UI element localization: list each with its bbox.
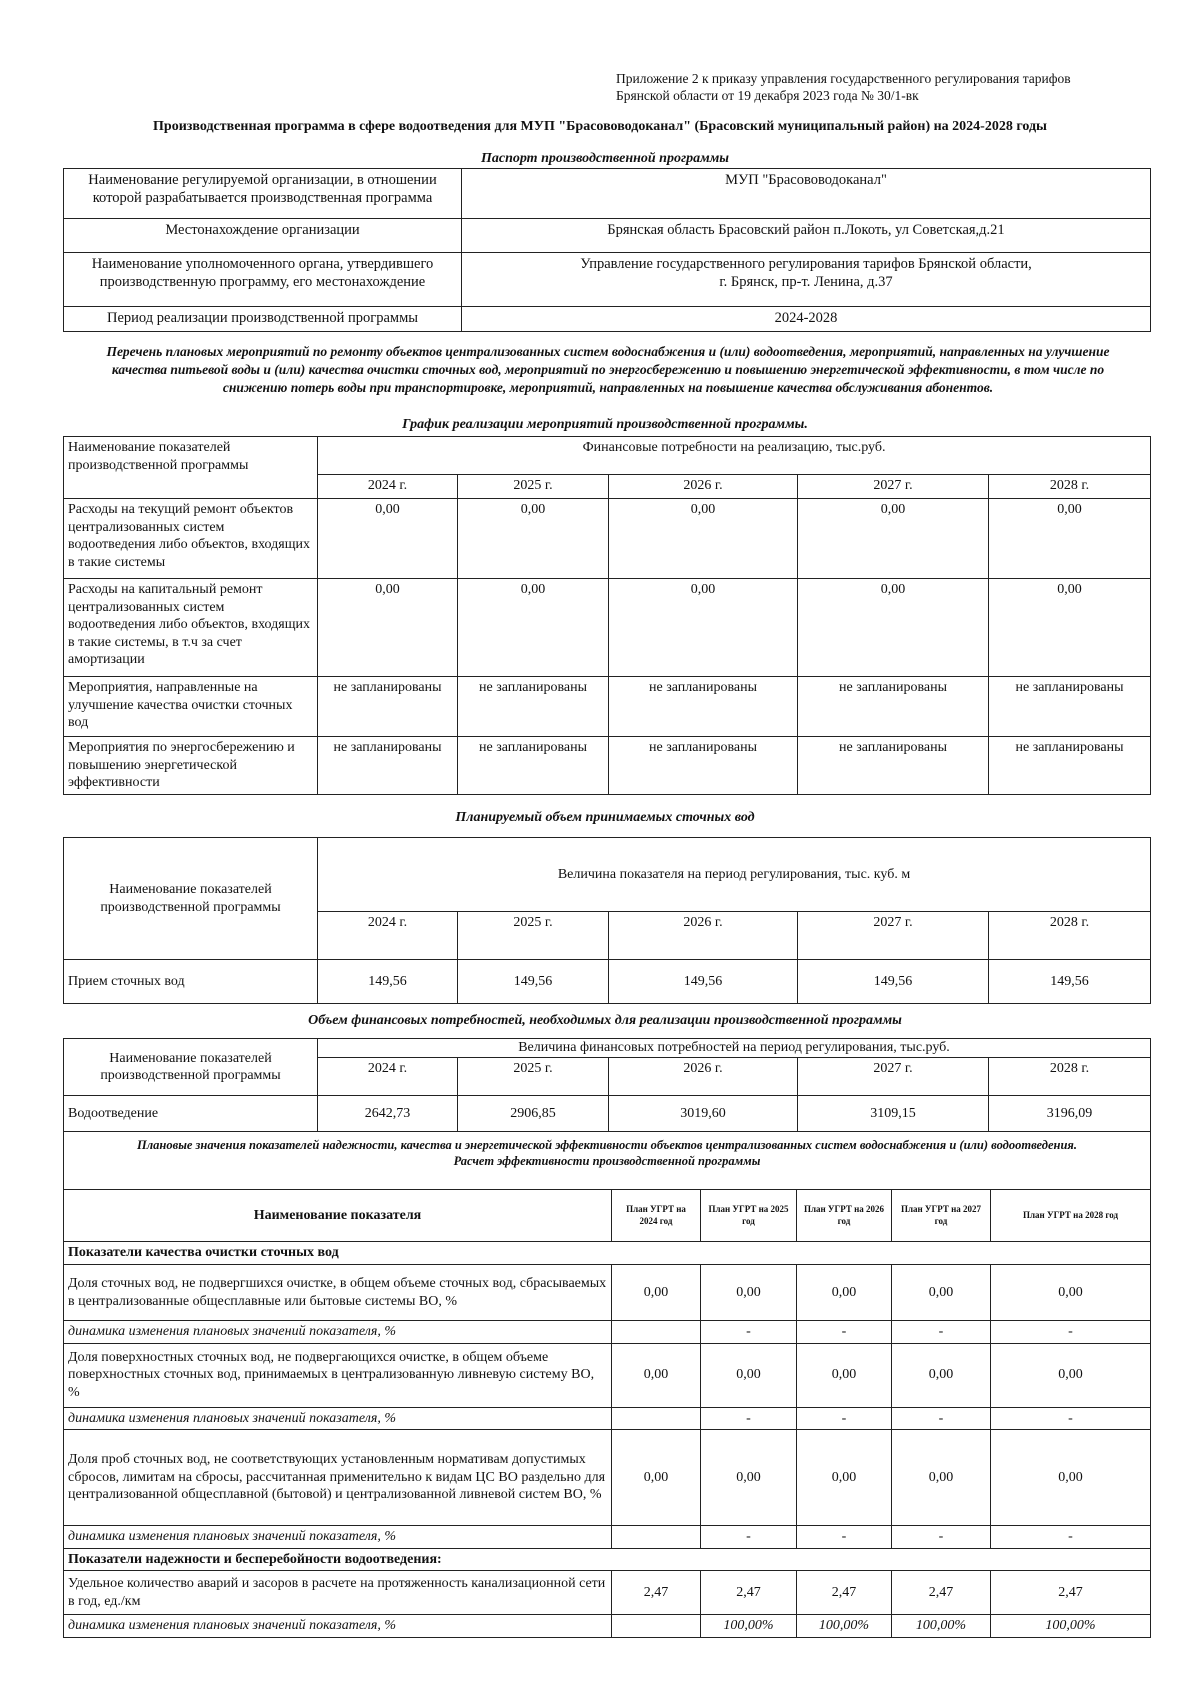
volume-value: 149,56	[458, 960, 609, 1004]
dynamics-row	[64, 1615, 1151, 1638]
plan-header: План УГРТ на 2027 год	[892, 1190, 991, 1242]
indicator-value: 2,47	[612, 1571, 701, 1615]
finance-value: 3196,09	[989, 1096, 1151, 1132]
dynamics-value: -	[701, 1321, 797, 1344]
appendix-line-2: Брянской области от 19 декабря 2023 года № 30/1-вк	[616, 88, 919, 103]
indicator-value: 2,47	[991, 1571, 1151, 1615]
indicator-value: 0,00	[797, 1265, 892, 1321]
finance-header-name: Наименование показателей производственной программы	[64, 1039, 318, 1096]
year-header: 2026 г.	[609, 475, 798, 499]
volume-value: 149,56	[609, 960, 798, 1004]
passport-row	[64, 219, 1151, 253]
finance-value: 2642,73	[318, 1096, 458, 1132]
dynamics-label: динамика изменения плановых значений показателя, %	[64, 1526, 612, 1549]
measures-row	[64, 499, 1151, 579]
measure-value: 0,00	[989, 579, 1151, 677]
appendix-line-1: Приложение 2 к приказу управления государственного регулирования тарифов	[616, 71, 1071, 86]
dynamics-row	[64, 1407, 1151, 1430]
measure-value: 0,00	[989, 499, 1151, 579]
measure-name: Расходы на текущий ремонт объектов централизованных систем водоотведения либо объектов, входящих в такие системы	[64, 499, 318, 579]
measure-name: Мероприятия, направленные на улучшение качества очистки сточных вод	[64, 677, 318, 737]
volume-header-name: Наименование показателей производственной программы	[64, 838, 318, 960]
measure-value: не запланированы	[989, 677, 1151, 737]
indicator-value: 0,00	[991, 1343, 1151, 1407]
year-header: 2025 г.	[458, 912, 609, 960]
dynamics-label: динамика изменения плановых значений показателя, %	[64, 1615, 612, 1638]
indicator-value: 0,00	[892, 1265, 991, 1321]
finance-header-value: Величина финансовых потребностей на период регулирования, тыс.руб.	[318, 1039, 1151, 1058]
dynamics-label: динамика изменения плановых значений показателя, %	[64, 1407, 612, 1430]
passport-value-address: г. Брянск, пр-т. Ленина, д.37	[719, 274, 893, 291]
passport-value-cell	[462, 253, 1151, 307]
passport-label: Наименование регулируемой организации, в отношении которой разрабатывается производственная программа	[64, 169, 462, 219]
dynamics-value: -	[991, 1526, 1151, 1549]
measure-value: не запланированы	[609, 677, 798, 737]
measure-value: 0,00	[318, 579, 458, 677]
measure-value: 0,00	[318, 499, 458, 579]
indicator-value: 0,00	[892, 1343, 991, 1407]
dynamics-value: 100,00%	[701, 1615, 797, 1638]
measure-value: не запланированы	[798, 677, 989, 737]
dynamics-value: -	[892, 1526, 991, 1549]
indicator-value: 0,00	[797, 1343, 892, 1407]
volume-row	[64, 960, 1151, 1004]
indicator-value: 0,00	[612, 1265, 701, 1321]
indicators-caption-line-1: Плановые значения показателей надежности, качества и энергетической эффективности объектов централизованных систем водоснабжения и (или) водоотведения.	[137, 1138, 1077, 1152]
measures-caption: График реализации мероприятий производственной программы.	[402, 417, 808, 432]
indicator-name: Доля сточных вод, не подвергшихся очистке, в общем объеме сточных вод, сбрасываемых в централизованные общесплавные или бытовые системы ВО, %	[64, 1265, 612, 1321]
section-heading: Показатели надежности и бесперебойности водоотведения:	[64, 1548, 1151, 1571]
indicator-value: 0,00	[612, 1430, 701, 1526]
year-header: 2027 г.	[798, 475, 989, 499]
indicator-name: Удельное количество аварий и засоров в расчете на протяженность канализационной сети в год, ед./км	[64, 1571, 612, 1615]
passport-row	[64, 307, 1151, 332]
plan-header: План УГРТ на 2026 год	[797, 1190, 892, 1242]
measure-value: не запланированы	[798, 737, 989, 795]
year-header: 2026 г.	[609, 1058, 798, 1096]
year-header: 2026 г.	[609, 912, 798, 960]
dynamics-value: 100,00%	[892, 1615, 991, 1638]
dynamics-row	[64, 1526, 1151, 1549]
volume-value: 149,56	[798, 960, 989, 1004]
passport-table	[63, 168, 1151, 332]
year-header: 2024 г.	[318, 475, 458, 499]
dynamics-row	[64, 1321, 1151, 1344]
measure-value: не запланированы	[318, 737, 458, 795]
indicator-value: 0,00	[701, 1343, 797, 1407]
measure-value: 0,00	[609, 579, 798, 677]
measures-row	[64, 677, 1151, 737]
volume-value: 149,56	[989, 960, 1151, 1004]
year-header: 2024 г.	[318, 1058, 458, 1096]
indicator-value: 0,00	[991, 1430, 1151, 1526]
year-header: 2028 г.	[989, 475, 1151, 499]
dynamics-value: -	[797, 1526, 892, 1549]
measure-value: 0,00	[798, 499, 989, 579]
year-header: 2024 г.	[318, 912, 458, 960]
measures-header-name: Наименование показателей производственной программы	[64, 437, 318, 499]
finance-row	[64, 1096, 1151, 1132]
indicator-row	[64, 1265, 1151, 1321]
volume-row-name: Прием сточных вод	[64, 960, 318, 1004]
passport-value: МУП "Брасововодоканал"	[462, 169, 1151, 219]
plan-header: План УГРТ на 2024 год	[612, 1190, 701, 1242]
year-header: 2025 г.	[458, 1058, 609, 1096]
dynamics-value: -	[892, 1407, 991, 1430]
passport-caption: Паспорт производственной программы	[480, 151, 730, 166]
plan-header: План УГРТ на 2028 год	[991, 1190, 1151, 1242]
indicator-value: 2,47	[797, 1571, 892, 1615]
indicator-row	[64, 1571, 1151, 1615]
dynamics-value: -	[991, 1321, 1151, 1344]
finance-row-name: Водоотведение	[64, 1096, 318, 1132]
volume-table	[63, 837, 1151, 1004]
year-header: 2028 г.	[989, 912, 1151, 960]
indicator-row	[64, 1343, 1151, 1407]
page-title: Производственная программа в сфере водоотведения для МУП "Брасововодоканал" (Брасовский муниципальный район) на 2024-2028 годы	[153, 119, 1047, 134]
indicator-value: 0,00	[701, 1265, 797, 1321]
passport-value: Брянская область Брасовский район п.Локоть, ул Советская,д.21	[462, 219, 1151, 253]
measures-table	[63, 436, 1151, 795]
dynamics-value: 100,00%	[797, 1615, 892, 1638]
indicators-table	[63, 1131, 1151, 1638]
finance-value: 2906,85	[458, 1096, 609, 1132]
measure-value: не запланированы	[458, 737, 609, 795]
measures-row	[64, 579, 1151, 677]
passport-row	[64, 253, 1151, 307]
dynamics-value: -	[701, 1526, 797, 1549]
year-header: 2027 г.	[798, 912, 989, 960]
year-header: 2027 г.	[798, 1058, 989, 1096]
measures-intro: Перечень плановых мероприятий по ремонту объектов централизованных систем водоснабжения и (или) водоотведения, мероприятий, направленных на улучшение качества питьевой воды и (или) качества очистки сточных вод, мероприятий по энергосбережению и повышению энергетической эффективности, в том числе по снижению потерь воды при транспортировке, мероприятий, направленных на повышение качества обслуживания абонентов.	[106, 344, 1110, 395]
indicator-name: Доля проб сточных вод, не соответствующих установленным нормативам допустимых сбросов, лимитам на сбросы, рассчитанная применительно к видам ЦС ВО раздельно для централизованной общесплавной (бытовой) и централизованной ливневой систем ВО, %	[64, 1430, 612, 1526]
dynamics-value: -	[701, 1407, 797, 1430]
measure-value: 0,00	[458, 579, 609, 677]
year-header: 2028 г.	[989, 1058, 1151, 1096]
indicator-value: 0,00	[612, 1343, 701, 1407]
passport-value: 2024-2028	[462, 307, 1151, 332]
finance-table	[63, 1038, 1151, 1132]
dynamics-value	[612, 1321, 701, 1344]
passport-label: Период реализации производственной программы	[64, 307, 462, 332]
finance-value: 3019,60	[609, 1096, 798, 1132]
section-heading: Показатели качества очистки сточных вод	[64, 1242, 1151, 1265]
dynamics-value: -	[797, 1407, 892, 1430]
year-header: 2025 г.	[458, 475, 609, 499]
dynamics-value: -	[991, 1407, 1151, 1430]
dynamics-value: -	[797, 1321, 892, 1344]
measure-value: не запланированы	[609, 737, 798, 795]
passport-row	[64, 169, 1151, 219]
passport-value: Управление государственного регулирования тарифов Брянской области,	[580, 256, 1032, 272]
dynamics-value: -	[892, 1321, 991, 1344]
indicator-value: 0,00	[701, 1430, 797, 1526]
measure-value: не запланированы	[318, 677, 458, 737]
plan-header: План УГРТ на 2025 год	[701, 1190, 797, 1242]
finance-value: 3109,15	[798, 1096, 989, 1132]
indicator-name: Доля поверхностных сточных вод, не подвергающихся очистке, в общем объеме поверхностных сточных вод, принимаемых в централизованную ливневую систему ВО, %	[64, 1343, 612, 1407]
volume-value: 149,56	[318, 960, 458, 1004]
indicators-caption	[64, 1132, 1151, 1190]
dynamics-value: 100,00%	[991, 1615, 1151, 1638]
indicators-caption-line-2: Расчет эффективности производственной программы	[453, 1153, 761, 1168]
measure-value: не запланированы	[989, 737, 1151, 795]
measure-value: 0,00	[609, 499, 798, 579]
volume-header-value: Величина показателя на период регулирования, тыс. куб. м	[318, 838, 1151, 912]
passport-label: Местонахождение организации	[64, 219, 462, 253]
dynamics-value	[612, 1615, 701, 1638]
indicator-value: 2,47	[892, 1571, 991, 1615]
measure-value: 0,00	[798, 579, 989, 677]
measures-row	[64, 737, 1151, 795]
measures-header-fin: Финансовые потребности на реализацию, тыс.руб.	[318, 437, 1151, 475]
measure-value: не запланированы	[458, 677, 609, 737]
dynamics-value	[612, 1526, 701, 1549]
indicators-header-name: Наименование показателя	[64, 1190, 612, 1242]
appendix-note	[616, 70, 1071, 104]
measure-value: 0,00	[458, 499, 609, 579]
indicator-value: 2,47	[701, 1571, 797, 1615]
finance-caption: Объем финансовых потребностей, необходимых для реализации производственной программы	[308, 1013, 902, 1028]
indicator-value: 0,00	[892, 1430, 991, 1526]
volume-caption: Планируемый объем принимаемых сточных вод	[455, 810, 755, 825]
measure-name: Расходы на капитальный ремонт централизованных систем водоотведения либо объектов, входящих в такие системы, в т.ч за счет амортизации	[64, 579, 318, 677]
dynamics-label: динамика изменения плановых значений показателя, %	[64, 1321, 612, 1344]
passport-label: Наименование уполномоченного органа, утвердившего производственную программу, его местонахождение	[64, 253, 462, 307]
indicator-row	[64, 1430, 1151, 1526]
dynamics-value	[612, 1407, 701, 1430]
indicator-value: 0,00	[991, 1265, 1151, 1321]
indicator-value: 0,00	[797, 1430, 892, 1526]
measure-name: Мероприятия по энергосбережению и повышению энергетической эффективности	[64, 737, 318, 795]
